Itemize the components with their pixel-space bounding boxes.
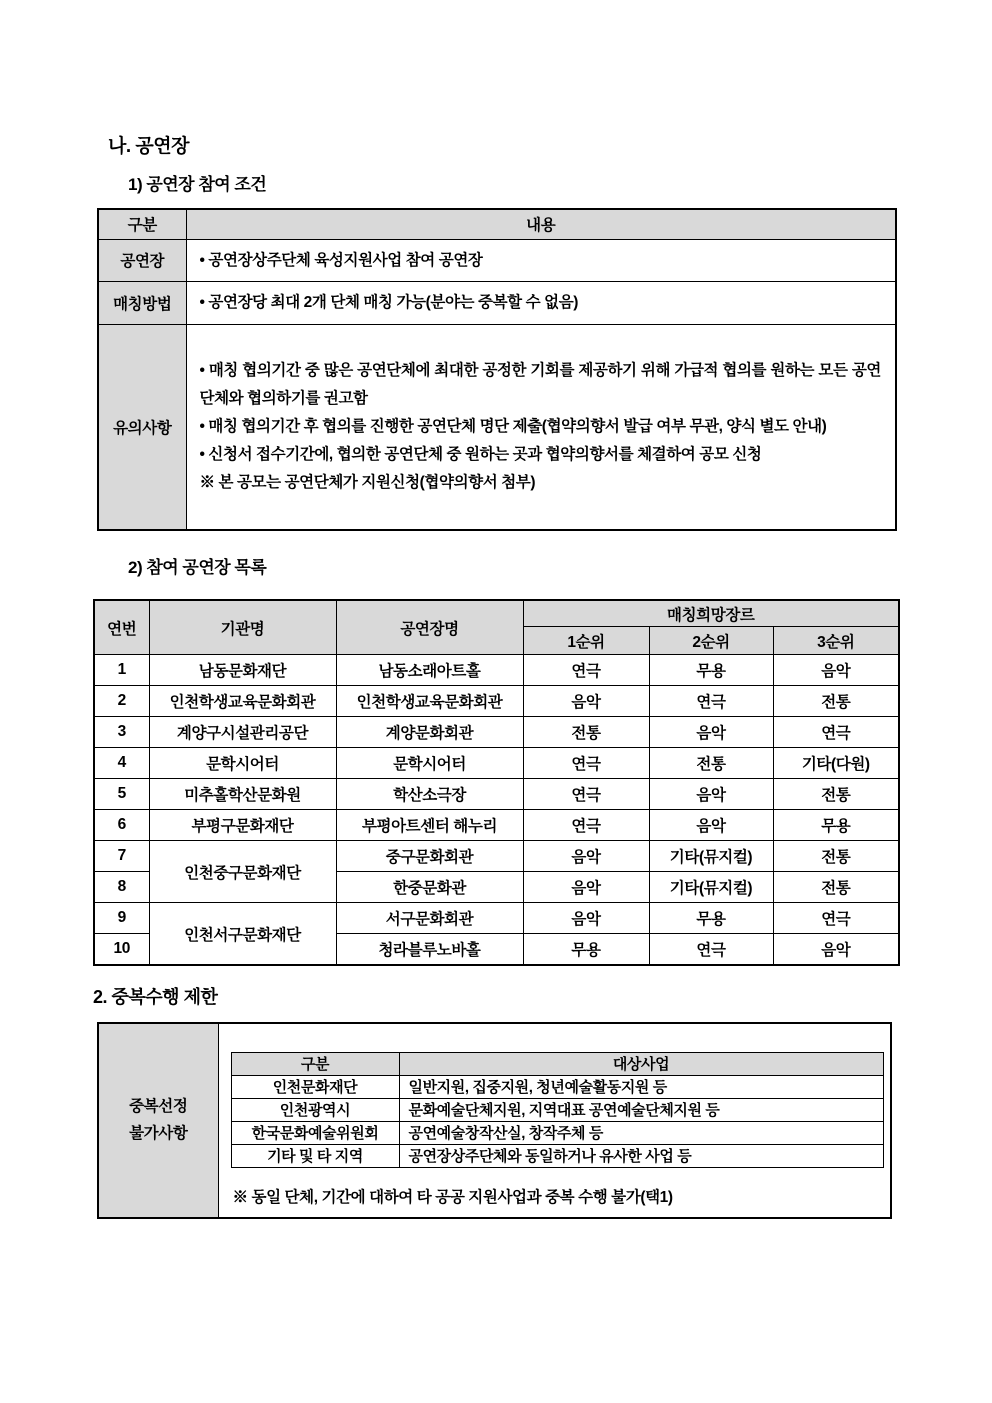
restriction-content — [218, 1023, 891, 1218]
cell-rank3: 전통 — [773, 686, 899, 717]
cell-venue: 부평아트센터 해누리 — [336, 810, 523, 841]
cell-no: 10 — [94, 934, 149, 965]
cell-rank1: 음악 — [523, 872, 649, 903]
cell-rank1: 음악 — [523, 903, 649, 934]
table-row — [94, 841, 899, 872]
cell-org: 부평구문화재단 — [149, 810, 336, 841]
column-header-org: 기관명 — [149, 600, 336, 655]
column-header-venue: 공연장명 — [336, 600, 523, 655]
cell-venue: 인천학생교육문화회관 — [336, 686, 523, 717]
table-row — [231, 1121, 883, 1144]
cell-venue: 학산소극장 — [336, 779, 523, 810]
venues-table-body — [94, 655, 899, 965]
cell-no: 1 — [94, 655, 149, 686]
column-header-category: 구분 — [231, 1052, 399, 1075]
column-header-rank2: 2순위 — [649, 627, 773, 655]
column-header-no: 연번 — [94, 600, 149, 655]
table-row — [94, 686, 899, 717]
cell-category: 인천광역시 — [231, 1098, 399, 1121]
cell-rank2: 음악 — [649, 717, 773, 748]
table-header-row — [231, 1052, 883, 1075]
row-label: 공연장 — [98, 239, 186, 282]
restriction-table — [97, 1022, 892, 1219]
text-line: 중복선정 — [129, 1098, 188, 1116]
cell-no: 7 — [94, 841, 149, 872]
cell-org: 계양구시설관리공단 — [149, 717, 336, 748]
cell-rank3: 기타(다원) — [773, 748, 899, 779]
cell-org: 인천학생교육문화회관 — [149, 686, 336, 717]
table-row — [98, 282, 896, 325]
row-content — [186, 239, 896, 282]
column-header-rank3: 3순위 — [773, 627, 899, 655]
cell-rank3: 음악 — [773, 934, 899, 965]
cell-rank1: 연극 — [523, 810, 649, 841]
column-header-genre-group: 매칭희망장르 — [523, 600, 899, 627]
cell-no: 2 — [94, 686, 149, 717]
cell-venue: 청라블루노바홀 — [336, 934, 523, 965]
cell-rank2: 무용 — [649, 903, 773, 934]
cell-rank1: 연극 — [523, 748, 649, 779]
cell-org: 남동문화재단 — [149, 655, 336, 686]
row-content — [186, 325, 896, 530]
cell-rank1: 연극 — [523, 655, 649, 686]
column-header-gubun: 구분 — [98, 209, 186, 239]
cell-org: 인천서구문화재단 — [149, 903, 336, 965]
table-row — [98, 239, 896, 282]
cell-rank3: 전통 — [773, 872, 899, 903]
venues-table — [93, 599, 900, 966]
table-row — [94, 810, 899, 841]
cell-venue: 남동소래아트홀 — [336, 655, 523, 686]
row-label: 매칭방법 — [98, 282, 186, 325]
cell-venue: 계양문화회관 — [336, 717, 523, 748]
cell-rank2: 음악 — [649, 779, 773, 810]
table-row — [94, 748, 899, 779]
restriction-inner-body — [231, 1075, 883, 1167]
table-row — [231, 1144, 883, 1167]
text-line: • 공연장상주단체 육성지원사업 참여 공연장 — [199, 251, 483, 269]
cell-no: 3 — [94, 717, 149, 748]
restriction-inner-table — [231, 1052, 884, 1168]
cell-programs: 공연예술창작산실, 창작주체 등 — [399, 1121, 883, 1144]
text-line: • 매칭 협의기간 중 많은 공연단체에 최대한 공정한 기회를 제공하기 위해 가급적 협의를 원하는 모든 공연단체와 협의하기를 권고함 — [199, 362, 881, 408]
table-header-row — [94, 600, 899, 627]
cell-rank3: 연극 — [773, 903, 899, 934]
cell-category: 한국문화예술위원회 — [231, 1121, 399, 1144]
subsection-1-title: 1) 공연장 참여 조건 — [128, 175, 267, 194]
cell-no: 9 — [94, 903, 149, 934]
section-2-title: 2. 중복수행 제한 — [93, 986, 218, 1007]
restriction-label — [98, 1023, 218, 1218]
cell-rank3: 음악 — [773, 655, 899, 686]
row-label: 유의사항 — [98, 325, 186, 530]
section-b-title: 나. 공연장 — [108, 136, 189, 157]
subsection-2-title: 2) 참여 공연장 목록 — [128, 557, 267, 577]
text-line: • 신청서 접수기간에, 협의한 공연단체 중 원하는 곳과 협약의향서를 체결하여 공모 신청 — [199, 445, 762, 463]
cell-rank3: 무용 — [773, 810, 899, 841]
conditions-table — [97, 208, 897, 531]
cell-programs: 문화예술단체지원, 지역대표 공연예술단체지원 등 — [399, 1098, 883, 1121]
cell-no: 4 — [94, 748, 149, 779]
cell-org: 인천중구문화재단 — [149, 841, 336, 903]
cell-venue: 한중문화관 — [336, 872, 523, 903]
cell-venue: 서구문화회관 — [336, 903, 523, 934]
cell-rank2: 연극 — [649, 686, 773, 717]
cell-category: 기타 및 타 지역 — [231, 1144, 399, 1167]
row-content — [186, 282, 896, 325]
table-row — [94, 779, 899, 810]
table-row — [94, 903, 899, 934]
column-header-programs: 대상사업 — [399, 1052, 883, 1075]
restriction-note: ※ 동일 단체, 기간에 대하여 타 공공 지원사업과 중복 수행 불가(택1) — [232, 1188, 673, 1206]
table-row — [94, 655, 899, 686]
cell-programs: 공연장상주단체와 동일하거나 유사한 사업 등 — [399, 1144, 883, 1167]
table-row — [98, 1023, 891, 1218]
cell-venue: 문학시어터 — [336, 748, 523, 779]
text-line: • 매칭 협의기간 후 협의를 진행한 공연단체 명단 제출(협약의향서 발급 여부 무관, 양식 별도 안내) — [199, 418, 827, 436]
table-row — [94, 717, 899, 748]
table-row — [98, 325, 896, 530]
table-row — [231, 1098, 883, 1121]
cell-rank2: 무용 — [649, 655, 773, 686]
cell-org: 미추홀학산문화원 — [149, 779, 336, 810]
table-header-row — [98, 209, 896, 239]
text-line: 불가사항 — [129, 1125, 188, 1143]
cell-rank2: 음악 — [649, 810, 773, 841]
cell-no: 6 — [94, 810, 149, 841]
cell-rank1: 음악 — [523, 841, 649, 872]
table-row — [231, 1075, 883, 1098]
cell-rank2: 기타(뮤지컬) — [649, 841, 773, 872]
cell-rank1: 음악 — [523, 686, 649, 717]
cell-rank2: 연극 — [649, 934, 773, 965]
column-header-naeyong: 내용 — [186, 209, 896, 239]
cell-rank2: 전통 — [649, 748, 773, 779]
text-line: ※ 본 공모는 공연단체가 지원신청(협약의향서 첨부) — [199, 473, 536, 491]
cell-category: 인천문화재단 — [231, 1075, 399, 1098]
cell-rank3: 전통 — [773, 779, 899, 810]
cell-no: 8 — [94, 872, 149, 903]
cell-no: 5 — [94, 779, 149, 810]
cell-org: 문학시어터 — [149, 748, 336, 779]
cell-rank3: 전통 — [773, 841, 899, 872]
conditions-table-body — [98, 239, 896, 530]
cell-rank3: 연극 — [773, 717, 899, 748]
cell-rank2: 기타(뮤지컬) — [649, 872, 773, 903]
cell-programs: 일반지원, 집중지원, 청년예술활동지원 등 — [399, 1075, 883, 1098]
cell-rank1: 연극 — [523, 779, 649, 810]
cell-rank1: 무용 — [523, 934, 649, 965]
cell-rank1: 전통 — [523, 717, 649, 748]
cell-venue: 중구문화회관 — [336, 841, 523, 872]
text-line: • 공연장당 최대 2개 단체 매칭 가능(분야는 중복할 수 없음) — [199, 294, 579, 312]
column-header-rank1: 1순위 — [523, 627, 649, 655]
